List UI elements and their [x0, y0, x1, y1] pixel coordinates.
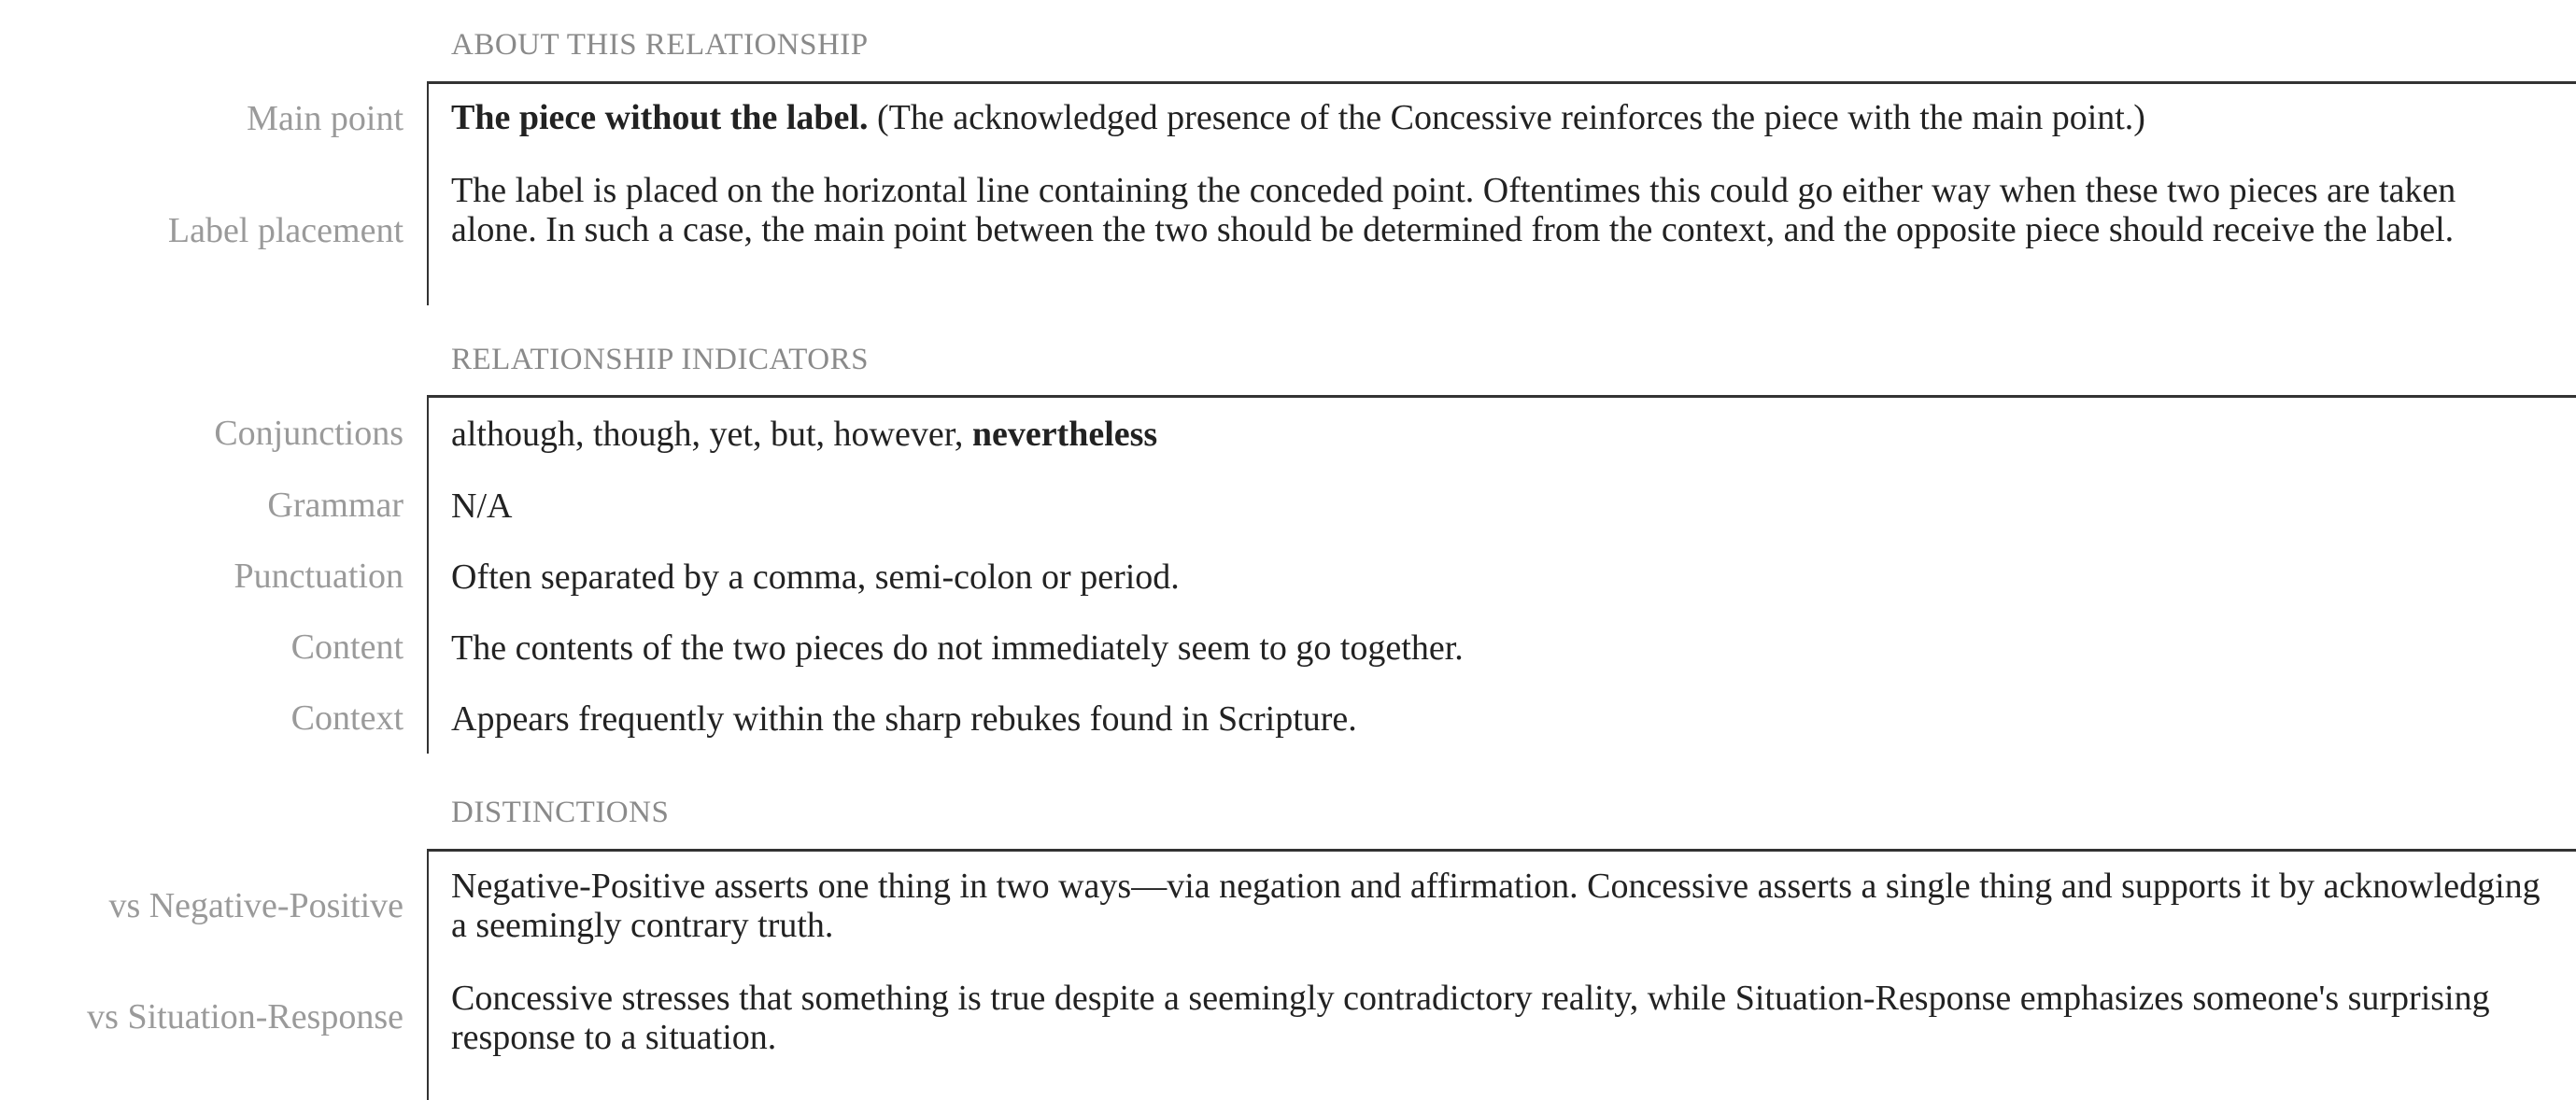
value-vs-negative-positive: Negative-Positive asserts one thing in two ways—via negation and affirmation. Concessive asserts a single thing and supports it by acknowledging a seemingly contrary truth. [451, 867, 2541, 945]
section-title-about: ABOUT THIS RELATIONSHIP [451, 28, 869, 62]
section-rule-distinctions [427, 849, 429, 1100]
value-punctuation: Often separated by a comma, semi-colon or period. [451, 557, 1180, 597]
label-grammar: Grammar [267, 486, 403, 525]
value-conjunctions [451, 415, 2543, 454]
main-point-rest: (The acknowledged presence of the Concessive reinforces the piece with the main point.) [868, 98, 2145, 137]
section-divider-distinctions [427, 849, 2576, 852]
section-rule-indicators [427, 395, 429, 754]
value-content: The contents of the two pieces do not immediately seem to go together. [451, 628, 1464, 668]
label-vs-situation-response: vs Situation-Response [87, 997, 403, 1037]
section-title-distinctions: DISTINCTIONS [451, 796, 670, 829]
label-vs-negative-positive: vs Negative-Positive [108, 886, 403, 925]
section-rule-about [427, 81, 429, 305]
conjunctions-bold: nevertheless [971, 415, 1158, 454]
label-main-point: Main point [247, 99, 403, 138]
conjunctions-list: although, though, yet, but, however, [451, 415, 972, 454]
value-main-point [451, 98, 2543, 137]
label-punctuation: Punctuation [234, 557, 403, 596]
section-divider-indicators [427, 395, 2576, 398]
value-vs-situation-response: Concessive stresses that something is true despite a seemingly contradictory reality, while Situation-Response emphasizes someone's surprising response to a situation. [451, 979, 2490, 1057]
label-context: Context [290, 698, 403, 738]
label-label-placement: Label placement [167, 211, 403, 250]
section-divider-about [427, 81, 2576, 84]
value-label-placement: The label is placed on the horizontal line containing the conceded point. Oftentimes this could go either way when these two pieces are taken alone. In such a case, the main point between the two should be determined from the context, and the opposite piece should receive the label. [451, 171, 2456, 249]
label-conjunctions: Conjunctions [214, 414, 403, 453]
value-grammar: N/A [451, 487, 513, 526]
label-content: Content [290, 628, 403, 667]
value-context: Appears frequently within the sharp rebukes found in Scripture. [451, 699, 1357, 739]
section-title-indicators: RELATIONSHIP INDICATORS [451, 343, 869, 376]
main-point-bold: The piece without the label. [451, 98, 869, 137]
